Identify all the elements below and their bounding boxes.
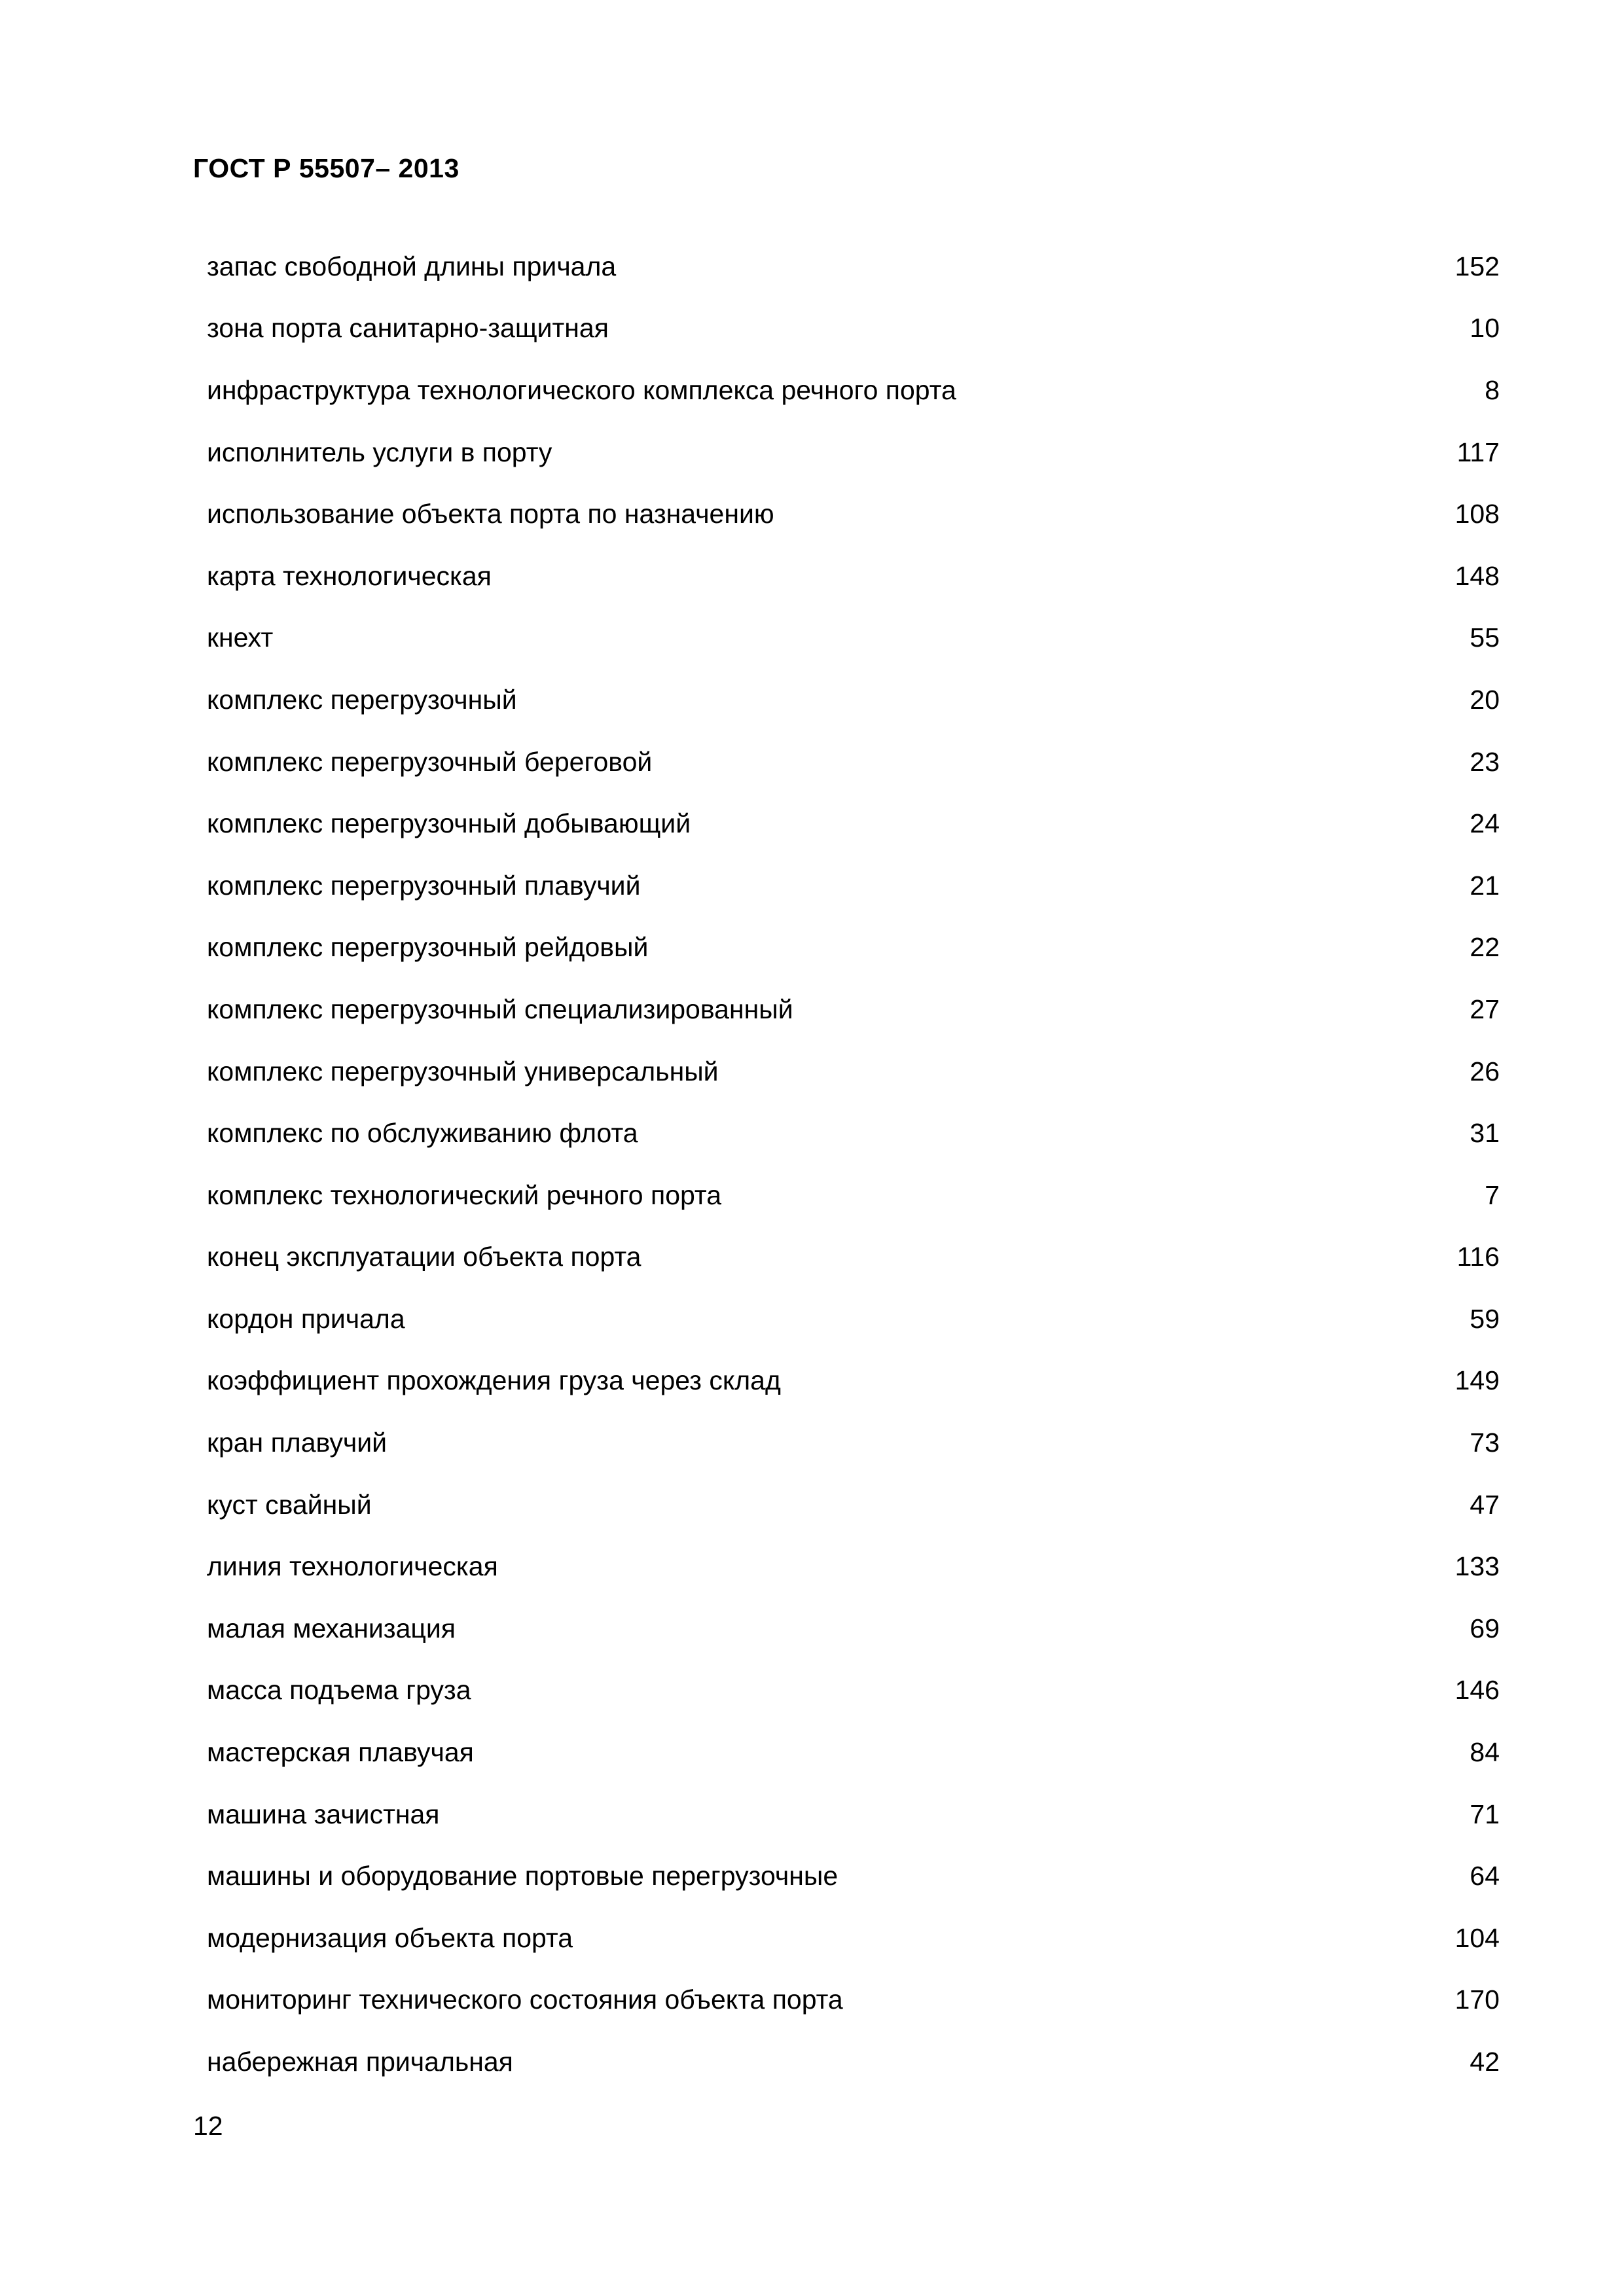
index-term: комплекс перегрузочный добывающий	[207, 808, 691, 839]
index-term-number: 117	[1456, 437, 1500, 467]
index-term: комплекс перегрузочный специализированный	[207, 994, 793, 1024]
index-term-number: 133	[1454, 1551, 1500, 1582]
index-term-number: 7	[1485, 1179, 1500, 1210]
index-entry	[207, 2031, 1500, 2093]
index-entry	[207, 1350, 1500, 1412]
index-term-number: 23	[1470, 746, 1500, 777]
index-term-number: 47	[1470, 1489, 1500, 1520]
index-term-number: 84	[1470, 1737, 1500, 1768]
index-entry	[207, 1288, 1500, 1350]
index-term-number: 69	[1470, 1613, 1500, 1643]
index-entry	[207, 1784, 1500, 1846]
index-term: кран плавучий	[207, 1427, 388, 1458]
index-entry	[207, 359, 1500, 422]
index-term-number: 108	[1454, 499, 1500, 529]
index-entry	[207, 607, 1500, 670]
index-term: мастерская плавучая	[207, 1737, 474, 1768]
index-entry	[207, 483, 1500, 545]
index-term: машина зачистная	[207, 1799, 440, 1829]
index-entry	[207, 1041, 1500, 1103]
index-entry	[207, 1535, 1500, 1598]
index-entry	[207, 422, 1500, 484]
index-term: коэффициент прохождения груза через склад	[207, 1365, 781, 1396]
index-entry	[207, 1102, 1500, 1164]
index-entry	[207, 1598, 1500, 1660]
index-term: комплекс перегрузочный плавучий	[207, 870, 641, 901]
index-term-number: 24	[1470, 808, 1500, 839]
index-term-number: 42	[1470, 2047, 1500, 2077]
index-term-number: 55	[1470, 622, 1500, 653]
index-term: комплекс технологический речного порта	[207, 1179, 722, 1210]
index-term-number: 152	[1454, 251, 1500, 281]
index-term: запас свободной длины причала	[207, 251, 617, 281]
index-term: зона порта санитарно-защитная	[207, 313, 609, 344]
index-entry	[207, 1845, 1500, 1907]
index-term-number: 148	[1454, 560, 1500, 591]
index-term: исполнитель услуги в порту	[207, 437, 552, 467]
index-entry	[207, 1660, 1500, 1722]
index-term: комплекс перегрузочный береговой	[207, 746, 653, 777]
index-term: использование объекта порта по назначению	[207, 499, 774, 529]
index-entry	[207, 1969, 1500, 2032]
index-entry	[207, 1474, 1500, 1536]
index-term: модернизация объекта порта	[207, 1922, 573, 1953]
index-term: карта технологическая	[207, 560, 492, 591]
index-entry	[207, 545, 1500, 607]
index-term: мониторинг технического состояния объекта порта	[207, 1984, 843, 2015]
index-entry	[207, 917, 1500, 979]
index-term-number: 104	[1454, 1922, 1500, 1953]
index-term: машины и оборудование портовые перегрузочные	[207, 1861, 839, 1892]
index-term-number: 116	[1456, 1242, 1500, 1272]
document-header: ГОСТ Р 55507– 2013	[193, 153, 460, 183]
index-term: конец эксплуатации объекта порта	[207, 1242, 641, 1272]
index-term-number: 22	[1470, 932, 1500, 963]
index-term-number: 73	[1470, 1427, 1500, 1458]
index-term-number: 59	[1470, 1303, 1500, 1334]
index-term: комплекс перегрузочный универсальный	[207, 1056, 719, 1086]
index-term: кордон причала	[207, 1303, 405, 1334]
index-term-number: 20	[1470, 684, 1500, 715]
index-entry	[207, 855, 1500, 917]
index-entry	[207, 1721, 1500, 1784]
index-term: малая механизация	[207, 1613, 456, 1643]
index-term: инфраструктура технологического комплекса речного порта	[207, 374, 956, 405]
index-term: набережная причальная	[207, 2047, 513, 2077]
index-entry	[207, 1227, 1500, 1289]
index-term-number: 146	[1454, 1675, 1500, 1706]
alphabetical-index	[207, 236, 1500, 2093]
index-entry	[207, 793, 1500, 855]
index-entry	[207, 1164, 1500, 1227]
index-term: кнехт	[207, 622, 274, 653]
index-term-number: 26	[1470, 1056, 1500, 1086]
index-term-number: 64	[1470, 1861, 1500, 1892]
index-term-number: 170	[1454, 1984, 1500, 2015]
page-number: 12	[193, 2111, 223, 2141]
index-term-number: 71	[1470, 1799, 1500, 1829]
index-entry	[207, 1907, 1500, 1969]
index-term-number: 21	[1470, 870, 1500, 901]
index-term: линия технологическая	[207, 1551, 498, 1582]
index-term: комплекс перегрузочный	[207, 684, 517, 715]
index-term: комплекс по обслуживанию флота	[207, 1118, 638, 1149]
index-entry	[207, 1412, 1500, 1474]
index-entry	[207, 731, 1500, 793]
index-term-number: 27	[1470, 994, 1500, 1024]
index-entry	[207, 669, 1500, 731]
index-term-number: 10	[1470, 313, 1500, 344]
index-term-number: 31	[1470, 1118, 1500, 1149]
index-term: масса подъема груза	[207, 1675, 471, 1706]
index-entry	[207, 236, 1500, 298]
index-entry	[207, 298, 1500, 360]
index-term-number: 8	[1485, 374, 1500, 405]
index-term-number: 149	[1454, 1365, 1500, 1396]
index-entry	[207, 978, 1500, 1041]
index-term: комплекс перегрузочный рейдовый	[207, 932, 649, 963]
index-term: куст свайный	[207, 1489, 372, 1520]
